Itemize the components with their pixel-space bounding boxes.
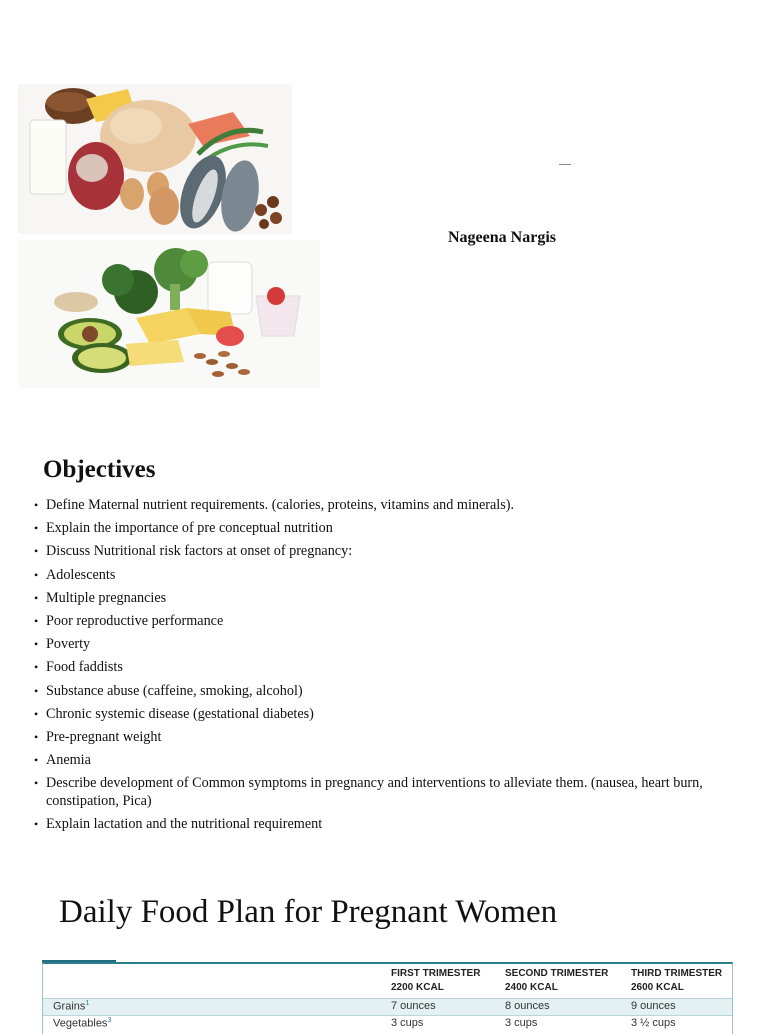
row-label-text: Grains [53, 1000, 86, 1013]
objective-item: • Define Maternal nutrient requirements. (calories, proteins, vitamins and minerals). [34, 496, 739, 514]
table-cell: 8 ounces [505, 1000, 550, 1012]
table-row [43, 1015, 732, 1033]
objectives-heading: Objectives [43, 456, 156, 483]
food-plan-table [42, 962, 733, 1034]
objective-item: • Anemia [34, 751, 739, 769]
header-third-trimester [631, 967, 722, 995]
protein-foods-image [18, 84, 292, 234]
table-cell: 3 cups [391, 1017, 424, 1029]
footnote-marker: 3 [107, 1017, 112, 1024]
objective-item: • Discuss Nutritional risk factors at onset of pregnancy: [34, 542, 739, 560]
table-cell: 7 ounces [391, 1000, 436, 1012]
objective-item: • Substance abuse (caffeine, smoking, alcohol) [34, 682, 739, 700]
row-label [53, 1017, 111, 1030]
footnote-marker: 1 [85, 1000, 90, 1007]
row-label [53, 1000, 89, 1013]
objectives-list [34, 496, 739, 839]
table-cell: 3 ½ cups [631, 1017, 676, 1029]
header-second-trimester [505, 967, 608, 995]
objective-item: • Poverty [34, 635, 739, 653]
objective-item: • Poor reproductive performance [34, 612, 739, 630]
row-label-text: Vegetables [53, 1017, 108, 1030]
food-plan-title: Daily Food Plan for Pregnant Women [59, 894, 558, 930]
objective-item: • Multiple pregnancies [34, 589, 739, 607]
objective-item: • Describe development of Common symptoms in pregnancy and interventions to alleviate them. (nausea, heart burn, constipation, Pica) [34, 774, 739, 810]
header-kcal: 2200 KCAL [391, 982, 444, 993]
header-kcal: 2600 KCAL [631, 982, 684, 993]
header-label: FIRST TRIMESTER [391, 968, 481, 979]
table-header-row [43, 966, 732, 998]
dairy-vegetable-foods-image [18, 240, 320, 388]
objective-item: • Food faddists [34, 658, 739, 676]
table-cell: 9 ounces [631, 1000, 676, 1012]
table-cell: 3 cups [505, 1017, 538, 1029]
objective-item: • Explain the importance of pre conceptual nutrition [34, 519, 739, 537]
objective-item: • Adolescents [34, 566, 739, 584]
author-name: Nageena Nargis [448, 229, 556, 246]
table-row [43, 998, 732, 1016]
objective-item: • Chronic systemic disease (gestational diabetes) [34, 705, 739, 723]
header-label: THIRD TRIMESTER [631, 968, 723, 979]
decorative-dash [559, 164, 571, 165]
header-label: SECOND TRIMESTER [505, 968, 609, 979]
header-kcal: 2400 KCAL [505, 982, 558, 993]
objective-item: • Explain lactation and the nutritional requirement [34, 815, 739, 833]
header-first-trimester [391, 967, 480, 995]
objective-item: • Pre-pregnant weight [34, 728, 739, 746]
